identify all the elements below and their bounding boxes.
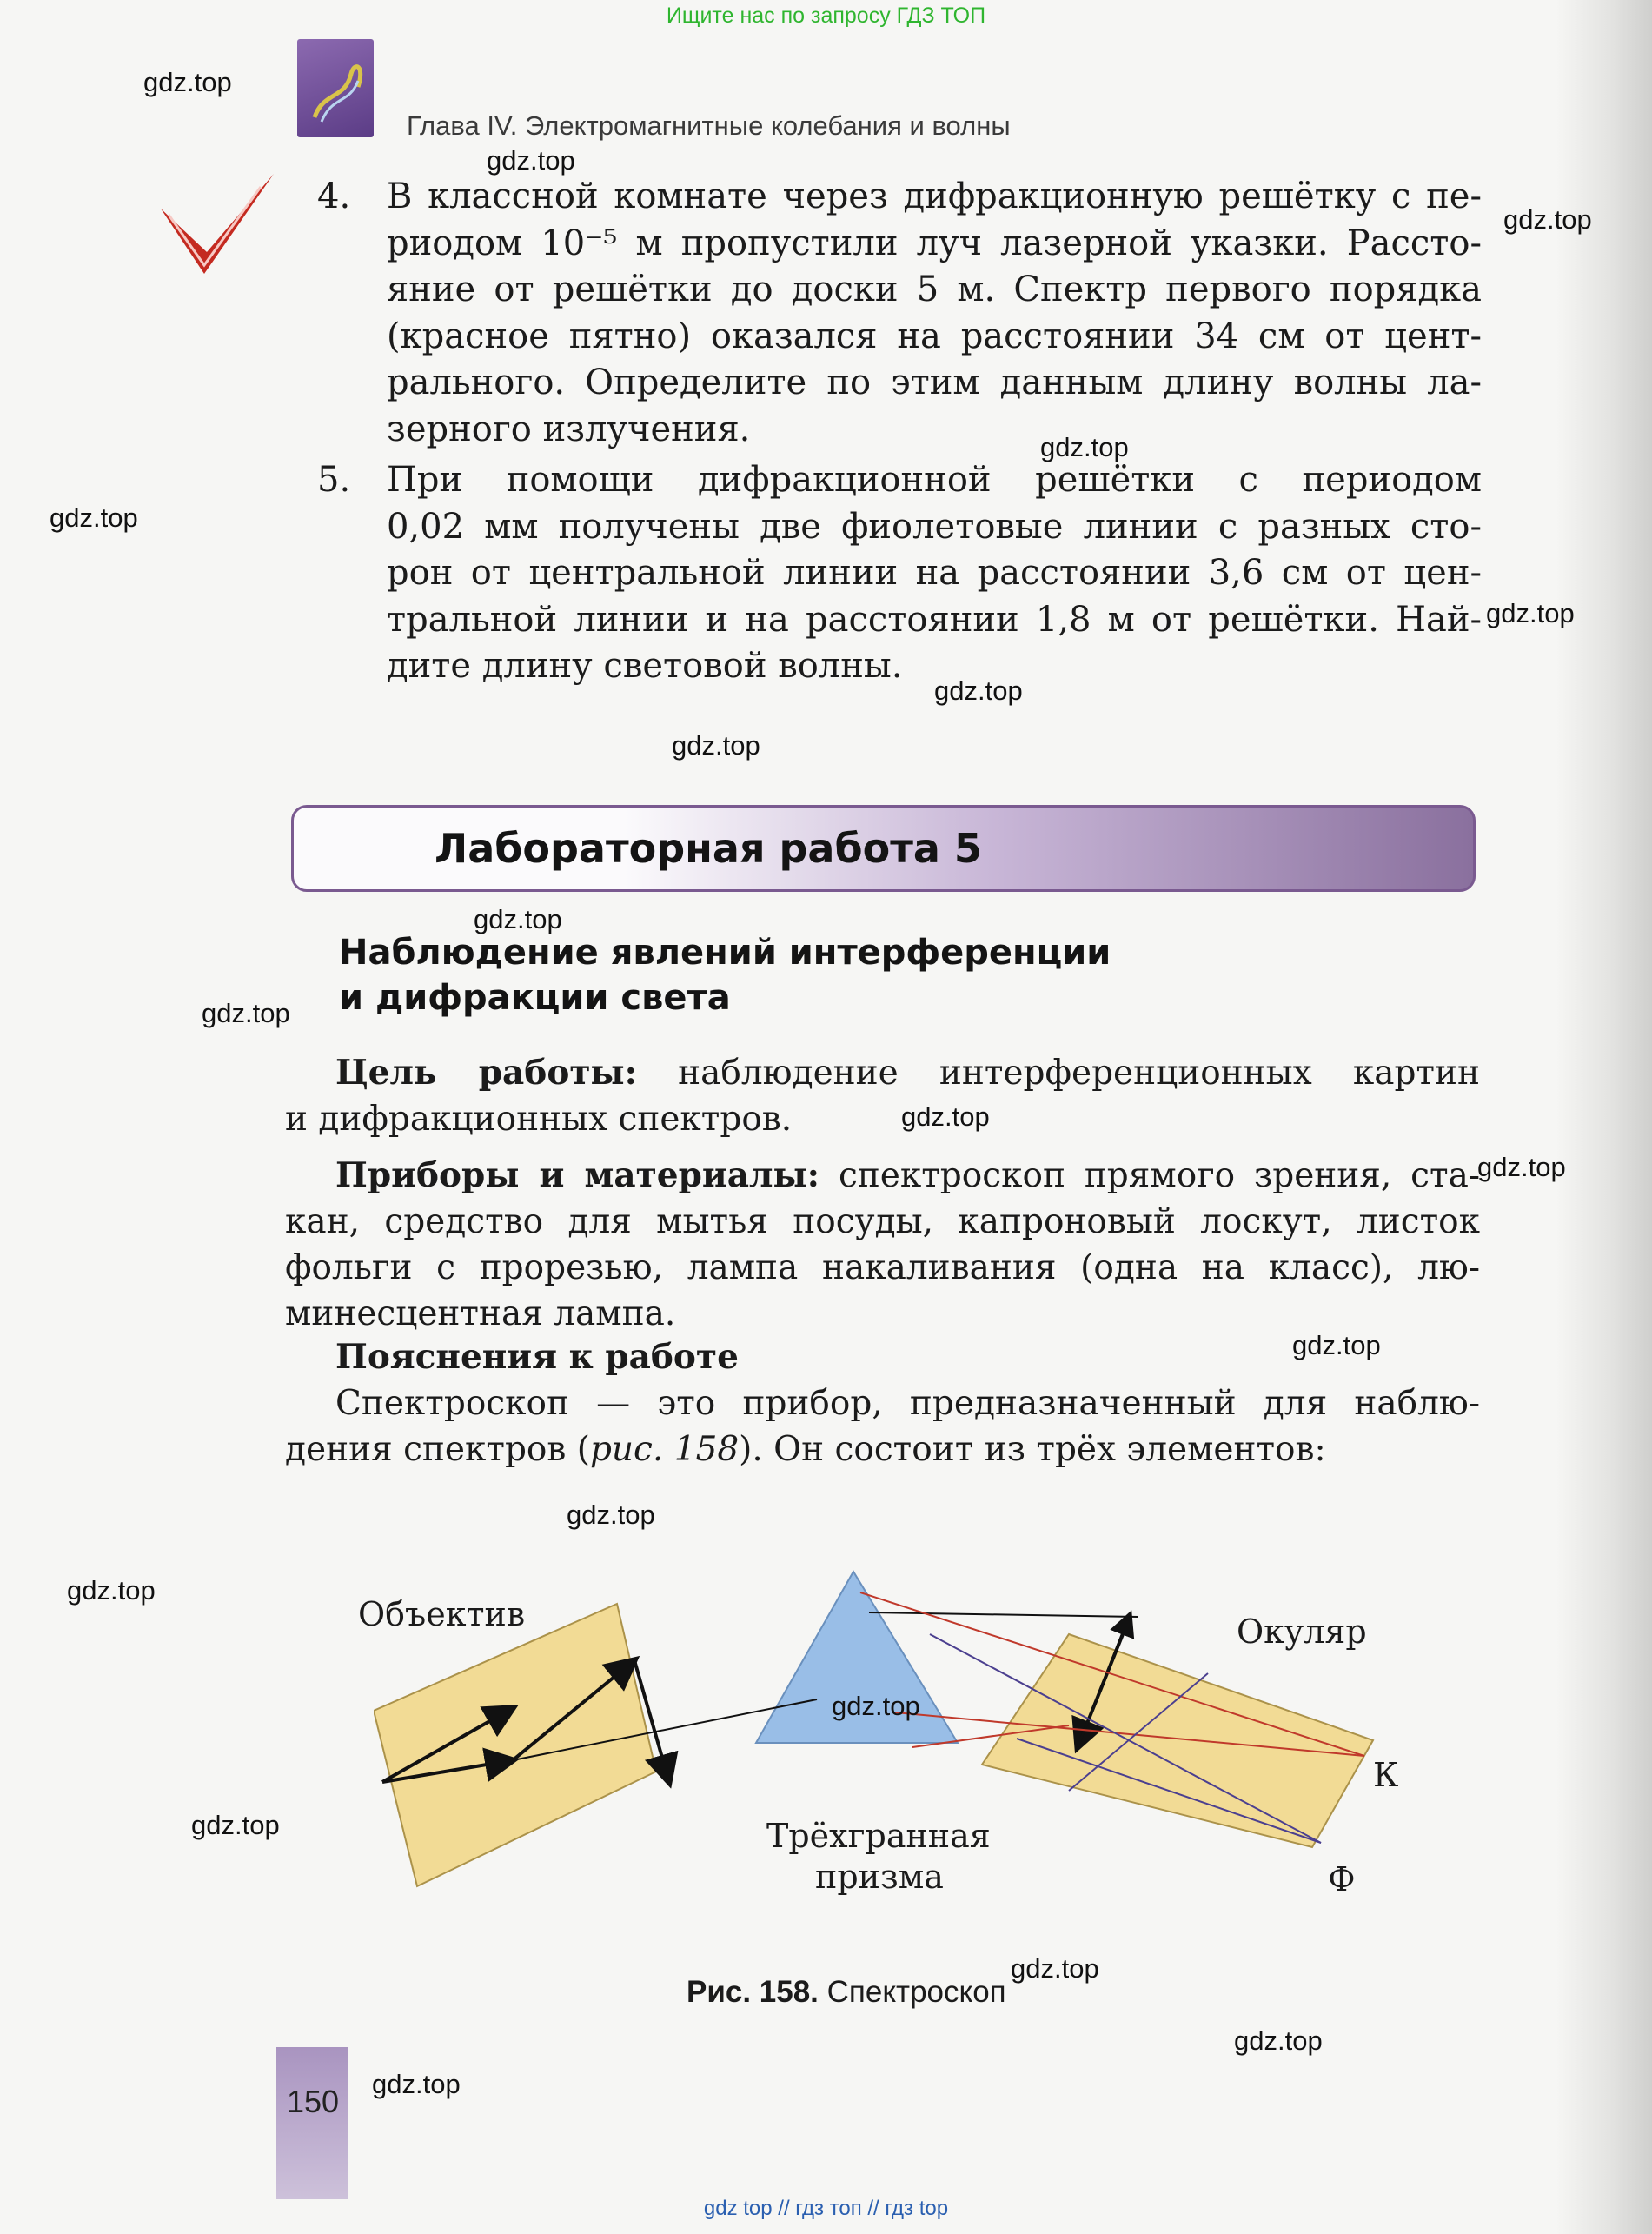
materials-line: фольги с прорезью, лампа накаливания (одна на класс), лю-: [285, 1248, 1480, 1287]
problem-line: В классной комнате через дифракционную решётку с пе-: [387, 176, 1482, 216]
figure-caption: Рис. 158. Спектроскоп: [687, 1975, 1006, 2009]
problem-4: [317, 174, 1482, 453]
prism-label-line2: призма: [815, 1858, 944, 1896]
top-search-link[interactable]: Ищите нас по запросу ГДЗ ТОП: [666, 3, 986, 28]
chapter-tab-image: [297, 39, 374, 137]
page-number: 150: [287, 2084, 340, 2119]
problem-line: тральной линии и на расстоянии 1,8 м от решётки. Най-: [387, 599, 1482, 640]
eyepiece-label: Окуляр: [1237, 1612, 1367, 1651]
problem-number: 5.: [317, 460, 351, 500]
watermark: gdz.top: [1292, 1330, 1381, 1360]
watermark: gdz.top: [1503, 204, 1592, 235]
checkmark-icon: [156, 170, 278, 291]
watermark: gdz.top: [191, 1810, 280, 1840]
problem-line: рон от центральной линии на расстоянии 3,6 см от цен-: [387, 553, 1482, 593]
materials-label: Приборы и материалы:: [335, 1155, 820, 1195]
problem-line: (красное пятно) оказался на расстоянии 34 см от цент-: [387, 316, 1482, 356]
page-number-tab: [276, 2047, 348, 2199]
watermark: gdz.top: [50, 502, 138, 533]
watermark: gdz.top: [567, 1499, 655, 1530]
page-edge-shadow: [1556, 0, 1652, 2234]
materials-line: кан, средство для мытья посуды, капроновый лоскут, листок: [285, 1202, 1480, 1241]
lab-subtitle-line: Наблюдение явлений интерференции: [339, 933, 1111, 973]
bottom-links[interactable]: gdz top // гдз топ // гдз top: [703, 2197, 949, 2220]
watermark: gdz.top: [1477, 1152, 1566, 1182]
problem-5: [317, 457, 1482, 690]
problem-line: При помощи дифракционной решётки с периодом: [387, 460, 1482, 500]
watermark: gdz.top: [67, 1575, 156, 1606]
objective-label: Объектив: [358, 1595, 526, 1633]
explanation-line: Спектроскоп — это прибор, предназначенный для наблю-: [335, 1384, 1480, 1423]
watermark: gdz.top: [474, 904, 562, 934]
lab-subtitle-line: и дифракции света: [339, 978, 731, 1018]
watermark: gdz.top: [1486, 598, 1575, 628]
watermark: gdz.top: [202, 998, 290, 1028]
lab-title: Лабораторная работа 5: [435, 825, 982, 872]
goal-line: [285, 1050, 1480, 1096]
problem-line: 0,02 мм получены две фиолетовые линии с разных сто-: [387, 506, 1482, 547]
chapter-title: Глава IV. Электромагнитные колебания и волны: [407, 110, 1011, 141]
violet-mark-label: Ф: [1328, 1860, 1356, 1898]
goal-text: наблюдение интерференционных картин: [678, 1054, 1480, 1093]
lab-subtitle: [339, 930, 1111, 1021]
watermark: gdz.top: [901, 1101, 990, 1132]
explanations-heading: Пояснения к работе: [335, 1337, 739, 1377]
watermark: gdz.top: [143, 67, 232, 97]
problem-number: 4.: [317, 176, 351, 216]
problem-line: риодом 10⁻⁵ м пропустили луч лазерной указки. Рассто-: [387, 223, 1482, 263]
coil-icon: [297, 39, 374, 137]
explanation-line: дения спектров (рис. 158). Он состоит из трёх элементов:: [285, 1430, 1326, 1469]
watermark: gdz.top: [1040, 432, 1129, 462]
problem-line: зерного излучения.: [387, 409, 751, 449]
problem-line: рального. Определите по этим данным длину волны ла-: [387, 362, 1482, 402]
watermark: gdz.top: [832, 1691, 920, 1721]
watermark: gdz.top: [934, 675, 1023, 706]
lab-goal: [285, 1050, 1480, 1142]
problem-line: дите длину световой волны.: [387, 646, 903, 686]
watermark: gdz.top: [1011, 1953, 1099, 1984]
watermark: gdz.top: [1234, 2025, 1323, 2056]
goal-line: и дифракционных спектров.: [285, 1100, 793, 1139]
objective-lens: [374, 1604, 656, 1886]
figure-reference[interactable]: рис. 158: [589, 1430, 740, 1469]
red-mark-label: К: [1373, 1756, 1399, 1794]
materials-line: минесцентная лампа.: [285, 1294, 676, 1333]
lab-title-banner: [291, 805, 1476, 892]
goal-label: Цель работы:: [335, 1053, 637, 1093]
eyepiece-lens: [982, 1634, 1373, 1847]
watermark: gdz.top: [372, 2069, 461, 2099]
problem-line: яние от решётки до доски 5 м. Спектр первого порядка: [387, 269, 1482, 309]
materials-text: спектроскоп прямого зрения, ста-: [838, 1156, 1481, 1195]
prism-to-eyepiece-ray: [869, 1612, 1138, 1617]
watermark: gdz.top: [672, 730, 760, 761]
materials-line: [285, 1153, 1480, 1199]
lab-materials: [285, 1153, 1480, 1337]
watermark: gdz.top: [487, 145, 575, 176]
prism-label-line1: Трёхгранная: [766, 1817, 991, 1855]
